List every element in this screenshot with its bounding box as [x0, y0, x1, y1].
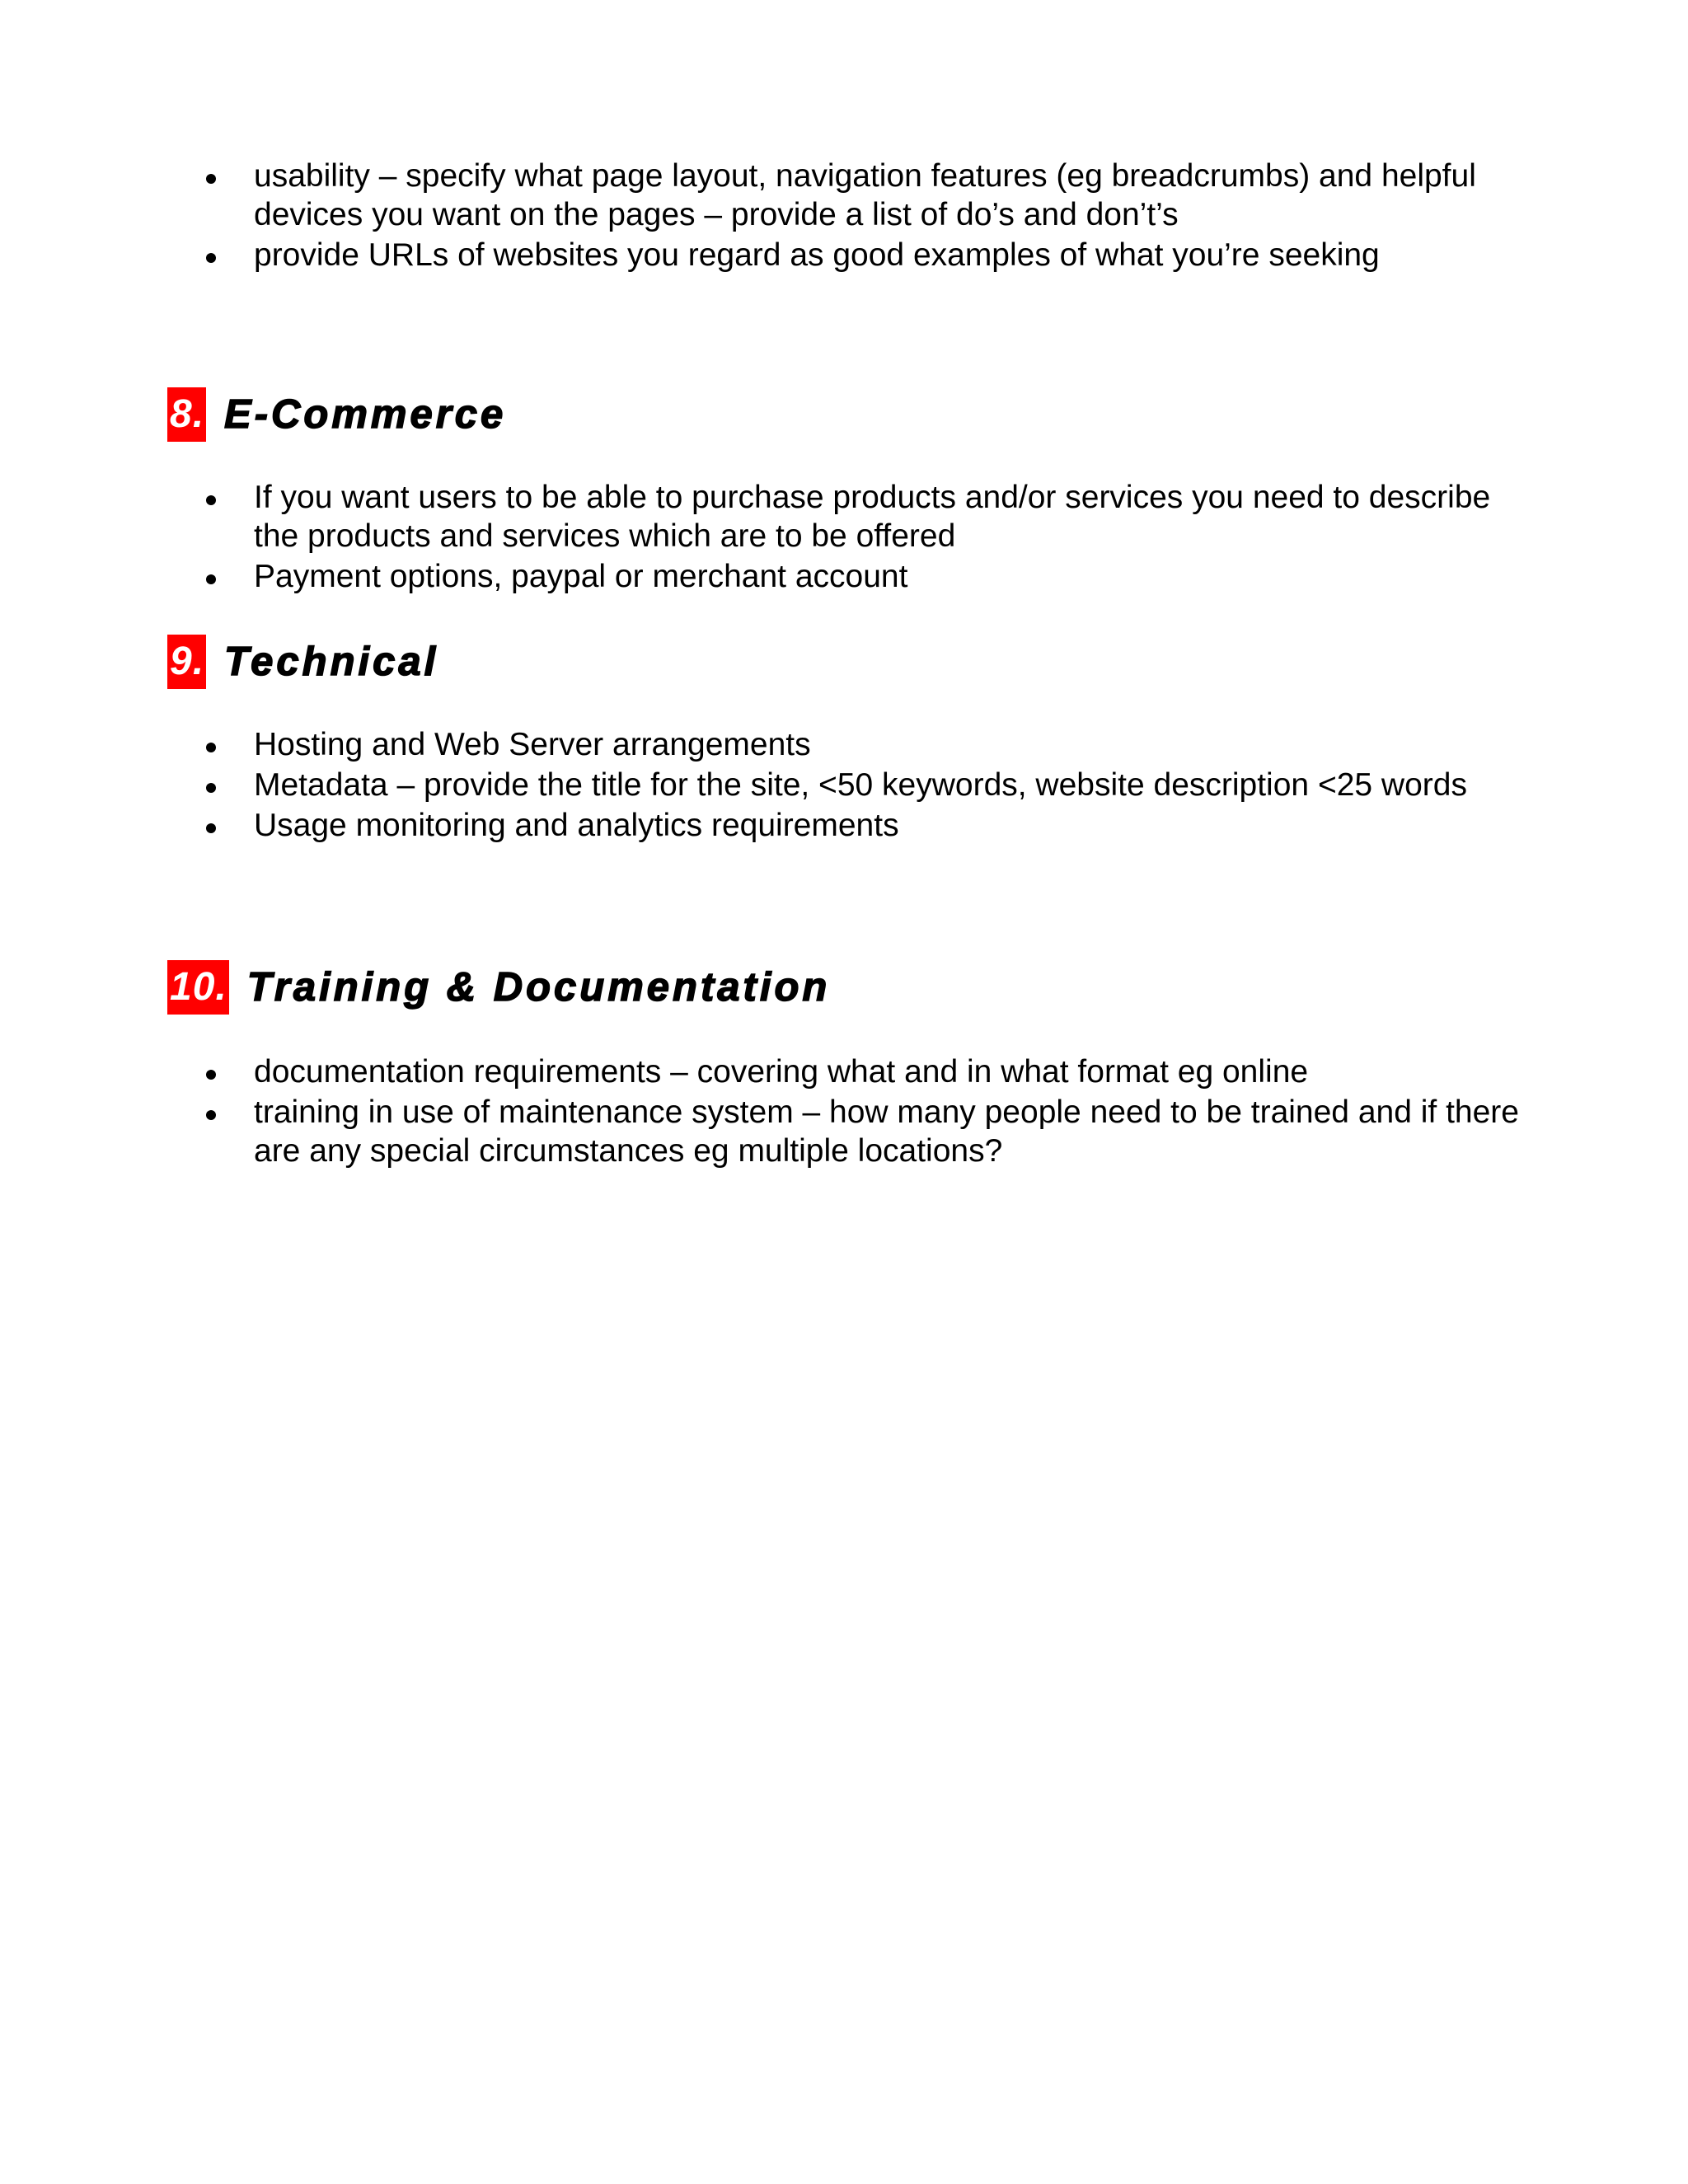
- section-number: 9.: [167, 635, 206, 689]
- ecommerce-bullet-list: [0, 478, 1540, 598]
- list-item-text: training in use of maintenance system – how many people need to be trained and if there are any special circumstances eg multiple locations?: [254, 1094, 1519, 1169]
- list-item: [0, 766, 1540, 804]
- bullet-icon: [206, 174, 216, 184]
- list-item-text: provide URLs of websites you regard as good examples of what you’re seeking: [254, 237, 1380, 273]
- list-item-text: Hosting and Web Server arrangements: [254, 727, 811, 762]
- list-item-text: If you want users to be able to purchase products and/or services you need to describe the products and services which are to be offered: [254, 480, 1491, 554]
- list-item-text: Payment options, paypal or merchant account: [254, 559, 908, 594]
- list-item: [0, 806, 1540, 845]
- bullet-icon: [206, 1070, 216, 1080]
- intro-bullet-list: [0, 157, 1540, 276]
- bullet-icon: [206, 253, 216, 263]
- bullet-icon: [206, 1110, 216, 1120]
- technical-bullet-list: [0, 725, 1540, 846]
- list-item-text: documentation requirements – covering what and in what format eg online: [254, 1054, 1309, 1090]
- section-number: 10.: [167, 960, 229, 1015]
- section-title: Training & Documentation: [246, 965, 831, 1010]
- section-title: E-Commerce: [224, 392, 507, 437]
- training-bullet-list: [0, 1052, 1540, 1172]
- bullet-icon: [206, 823, 216, 833]
- list-item: [0, 1093, 1540, 1170]
- section-heading-ecommerce: [167, 387, 506, 442]
- list-item: [0, 157, 1540, 234]
- list-item: [0, 557, 1540, 596]
- bullet-icon: [206, 574, 216, 584]
- list-item-text: Usage monitoring and analytics requirements: [254, 808, 899, 843]
- section-heading-training: [167, 960, 830, 1015]
- section-title: Technical: [224, 640, 439, 684]
- section-number: 8.: [167, 387, 206, 442]
- list-item: [0, 236, 1540, 274]
- bullet-icon: [206, 783, 216, 793]
- bullet-icon: [206, 495, 216, 505]
- section-heading-technical: [167, 635, 438, 689]
- list-item-text: Metadata – provide the title for the site, <50 keywords, website description <25 words: [254, 767, 1467, 803]
- list-item: [0, 1052, 1540, 1091]
- bullet-icon: [206, 743, 216, 752]
- list-item-text: usability – specify what page layout, navigation features (eg breadcrumbs) and helpful devices you want on the pages – provide a list of do’s and don’t’s: [254, 158, 1476, 232]
- list-item: [0, 725, 1540, 764]
- list-item: [0, 478, 1540, 555]
